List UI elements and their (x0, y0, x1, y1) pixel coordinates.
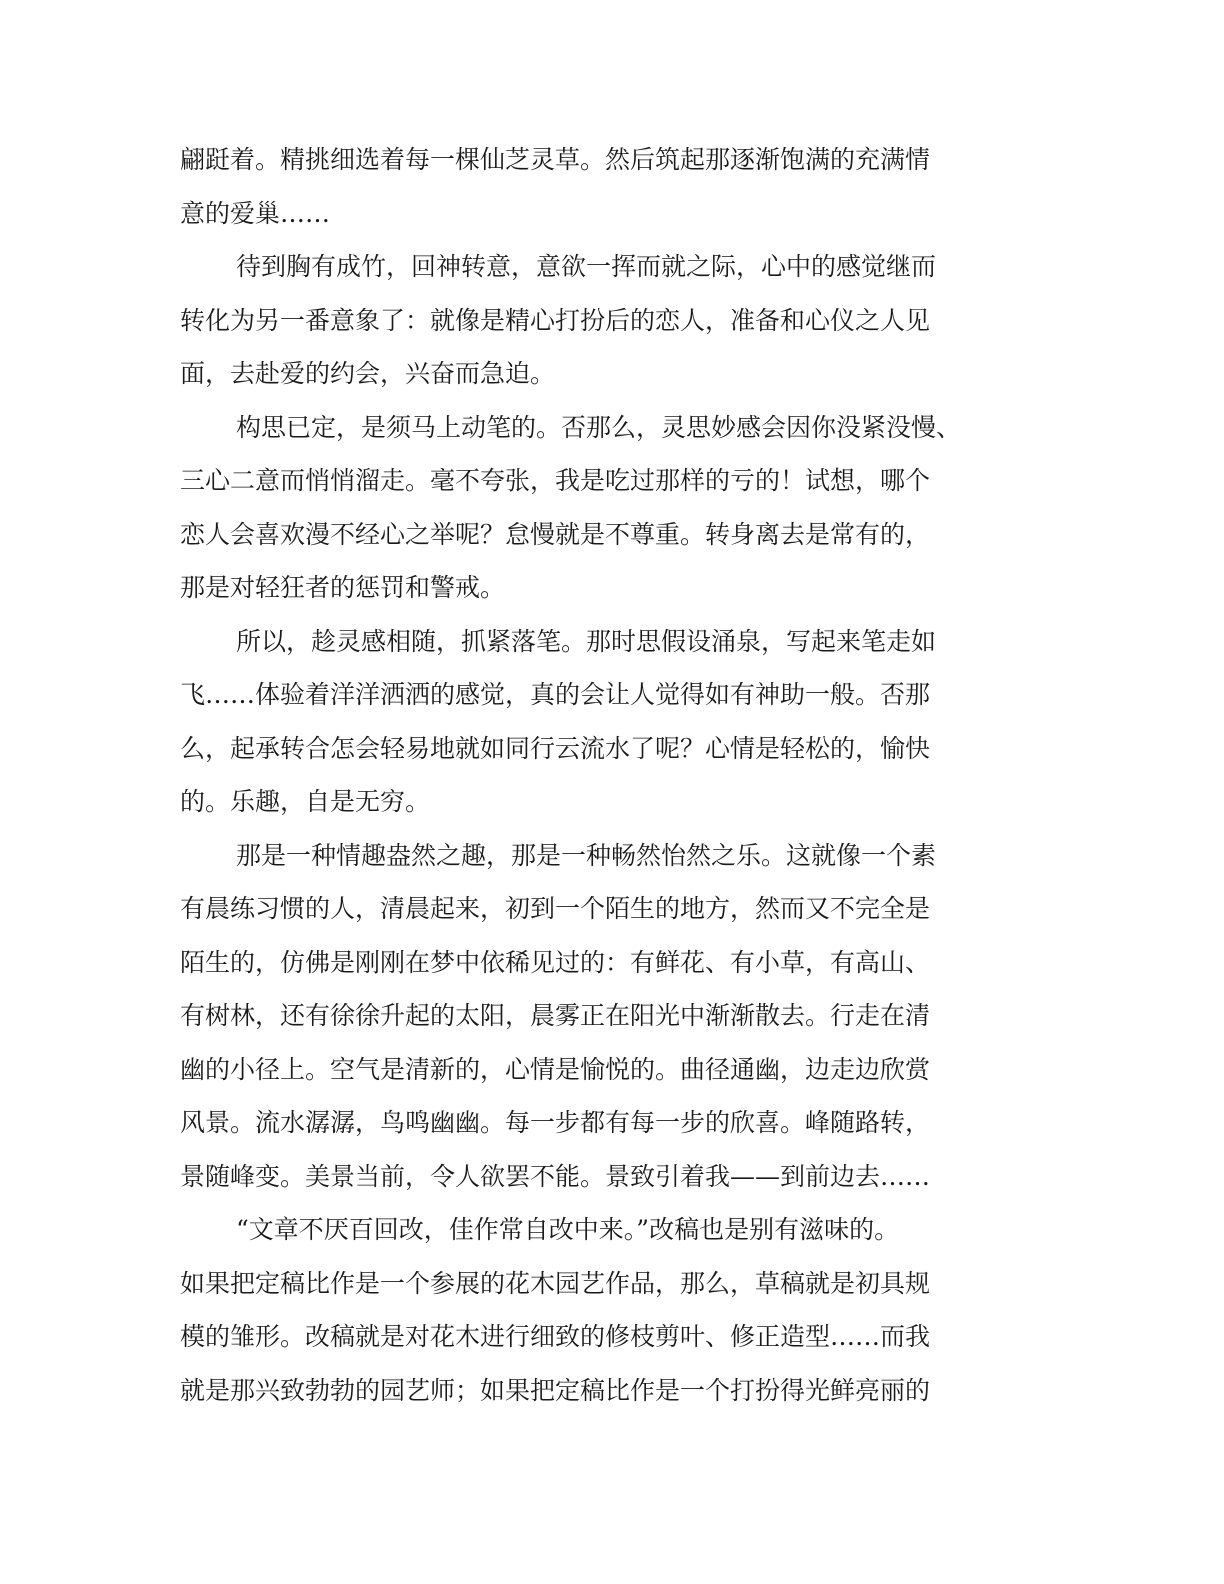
text-line: 面，去赴爱的约会，兴奋而急迫。 (180, 359, 556, 388)
text-line: 幽的小径上。空气是清新的，心情是愉悦的。曲径通幽，边走边欣赏 (180, 1054, 931, 1084)
paragraph-start-line: 那是一种情趣盎然之趣，那是一种畅然怡然之乐。这就像一个素 (236, 840, 937, 870)
paragraph-start-line: “文章不厌百回改，佳作常自改中来。”改稿也是别有滋味的。 (236, 1215, 900, 1244)
text-line: 有晨练习惯的人，清晨起来，初到一个陌生的地方，然而又不完全是 (180, 894, 931, 923)
text-line: 模的雏形。改稿就是对花木进行细致的修枝剪叶、修正造型……而我 (180, 1322, 931, 1351)
text-line: 的。乐趣，自是无穷。 (180, 787, 431, 816)
text-line: 三心二意而悄悄溜走。毫不夸张，我是吃过那样的亏的！试想，哪个 (180, 466, 931, 495)
text-line: 陌生的，仿佛是刚刚在梦中依稀见过的：有鲜花、有小草，有高山、 (180, 947, 931, 977)
text-line: 么，起承转合怎会轻易地就如同行云流水了呢？心情是轻松的，愉快 (180, 733, 931, 763)
text-line: 如果把定稿比作是一个参展的花木园艺作品，那么，草稿就是初具规 (180, 1268, 931, 1298)
text-line: 有树林，还有徐徐升起的太阳，晨雾正在阳光中渐渐散去。行走在清 (180, 1001, 931, 1030)
text-line: 就是那兴致勃勃的园艺师；如果把定稿比作是一个打扮得光鲜亮丽的 (180, 1375, 931, 1405)
paragraph-start-line: 构思已定，是须马上动笔的。否那么，灵思妙感会因你没紧没慢、 (236, 412, 962, 442)
text-line: 景随峰变。美景当前，令人欲罢不能。景致引着我——到前边去…… (180, 1161, 931, 1191)
paragraph-start-line: 待到胸有成竹，回神转意，意欲一挥而就之际，心中的感觉继而 (236, 252, 937, 281)
text-line: 意的爱巢…… (180, 198, 331, 228)
text-line: 转化为另一番意象了：就像是精心打扮后的恋人，准备和心仪之人见 (180, 305, 931, 335)
paragraph-start-line: 所以，趁灵感相随，抓紧落笔。那时思假设涌泉，写起来笔走如 (236, 626, 937, 656)
document-body (180, 133, 1060, 1417)
text-line: 恋人会喜欢漫不经心之举呢？怠慢就是不尊重。转身离去是常有的， (180, 519, 931, 549)
text-line: 那是对轻狂者的惩罚和警戒。 (180, 573, 506, 602)
text-line: 飞……体验着洋洋洒洒的感觉，真的会让人觉得如有神助一般。否那 (180, 680, 931, 709)
text-line: 翩跹着。精挑细选着每一棵仙芝灵草。然后筑起那逐渐饱满的充满情 (180, 145, 931, 174)
text-line: 风景。流水潺潺，鸟鸣幽幽。每一步都有每一步的欣喜。峰随路转， (180, 1108, 931, 1137)
